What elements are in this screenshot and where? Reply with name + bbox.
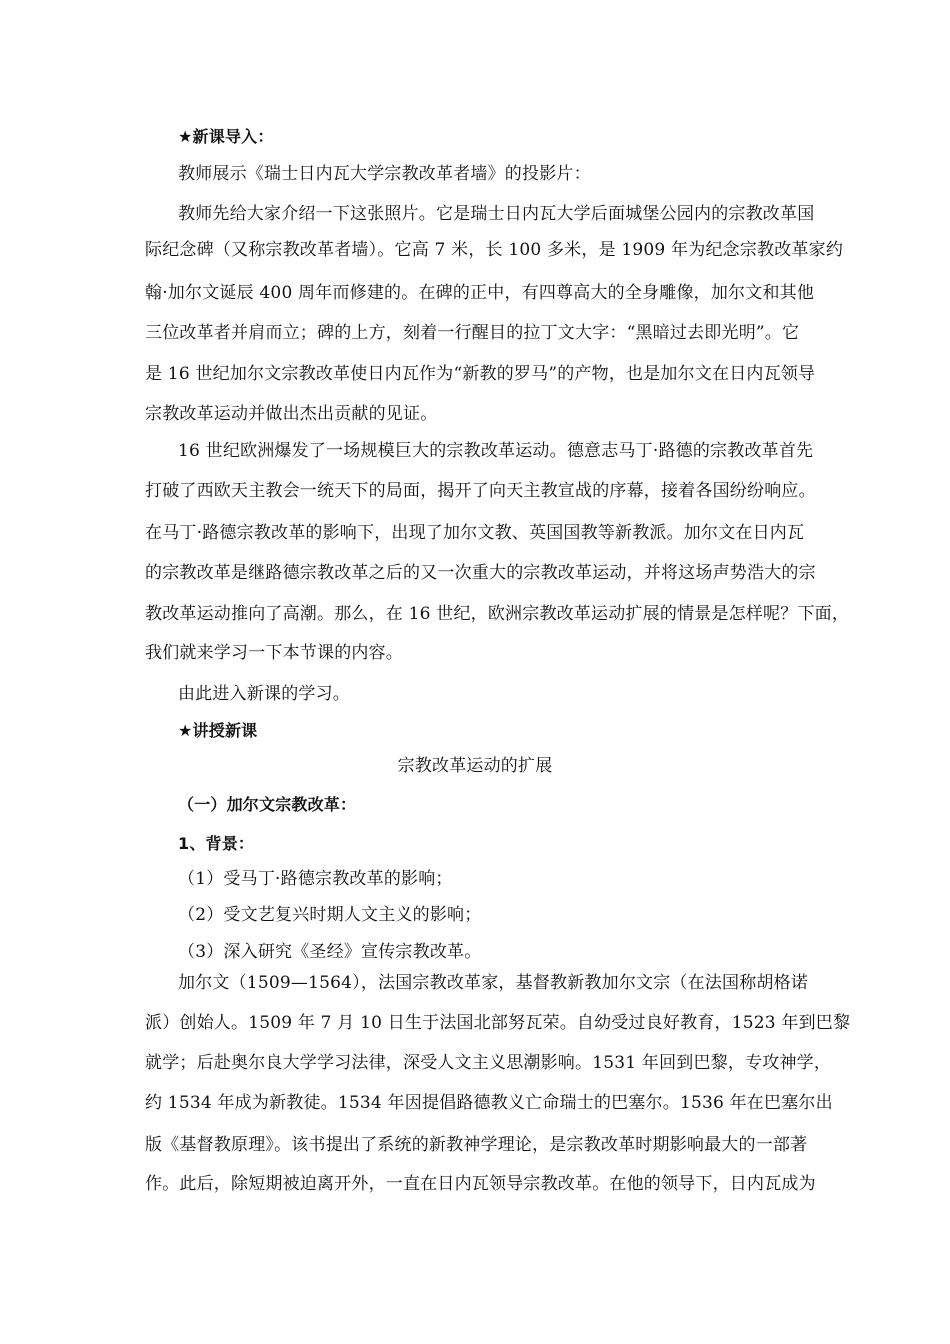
section-heading-teach: ★讲授新课 bbox=[178, 721, 258, 740]
intro-paragraph-3-line: 我们就来学习一下本节课的内容。 bbox=[145, 643, 403, 663]
calvin-paragraph-line: 版《基督教原理》。该书提出了系统的新教神学理论，是宗教改革时期影响最大的一部著 bbox=[145, 1135, 808, 1155]
intro-paragraph-2-line: 际纪念碑（又称宗教改革者墙）。它高 7 米，长 100 多米，是 1909 年为纪念宗教改革家约 bbox=[145, 240, 844, 260]
subsection-heading: （一）加尔文宗教改革： bbox=[178, 795, 357, 814]
calvin-paragraph-line: 就学；后赴奥尔良大学学习法律，深受人文主义思潮影响。1531 年回到巴黎，专攻神学， bbox=[145, 1053, 832, 1073]
intro-paragraph-3-line: 教改革运动推向了高潮。那么，在 16 世纪，欧洲宗教改革运动扩展的情景是怎样呢？下面， bbox=[145, 604, 850, 624]
intro-paragraph-3-line: 打破了西欧天主教会一统天下的局面，揭开了向天主教宣战的序幕，接着各国纷纷响应。 bbox=[145, 481, 816, 501]
background-item: （1）受马丁·路德宗教改革的影响； bbox=[178, 869, 453, 889]
intro-paragraph-3-line: 16 世纪欧洲爆发了一场规模巨大的宗教改革运动。德意志马丁·路德的宗教改革首先 bbox=[178, 441, 814, 461]
background-item: （3）深入研究《圣经》宣传宗教改革。 bbox=[178, 942, 482, 962]
intro-paragraph-2-line: 宗教改革运动并做出杰出贡献的见证。 bbox=[145, 404, 438, 424]
calvin-paragraph-line: 作。此后，除短期被迫离开外，一直在日内瓦领导宗教改革。在他的领导下，日内瓦成为 bbox=[145, 1174, 816, 1194]
calvin-paragraph-line: 约 1534 年成为新教徒。1534 年因提倡路德教义亡命瑞士的巴塞尔。1536 年在巴塞尔出 bbox=[145, 1093, 833, 1113]
intro-paragraph-1: 教师展示《瑞士日内瓦大学宗教改革者墙》的投影片： bbox=[178, 164, 591, 184]
intro-paragraph-4: 由此进入新课的学习。 bbox=[178, 684, 350, 704]
intro-paragraph-3-line: 在马丁·路德宗教改革的影响下，出现了加尔文教、英国国教等新教派。加尔文在日内瓦 bbox=[145, 523, 805, 543]
intro-paragraph-2-line: 三位改革者并肩而立；碑的上方，刻着一行醒目的拉丁文大字：“黑暗过去即光明”。它 bbox=[145, 323, 800, 343]
lesson-title: 宗教改革运动的扩展 bbox=[397, 756, 553, 776]
intro-paragraph-2-line: 翰·加尔文诞辰 400 周年而修建的。在碑的正中，有四尊高大的全身雕像，加尔文和其他 bbox=[145, 283, 815, 303]
section-heading-intro: ★新课导入： bbox=[178, 127, 274, 146]
intro-paragraph-3-line: 的宗教改革是继路德宗教改革之后的又一次重大的宗教改革运动，并将这场声势浩大的宗 bbox=[145, 563, 816, 583]
background-item: （2）受文艺复兴时期人文主义的影响； bbox=[178, 905, 482, 925]
intro-paragraph-2-line: 是 16 世纪加尔文宗教改革使日内瓦作为“新教的罗马”的产物，也是加尔文在日内瓦领导 bbox=[145, 364, 816, 384]
calvin-paragraph-line: 派）创始人。1509 年 7 月 10 日生于法国北部努瓦荣。自幼受过良好教育，1523 年到巴黎 bbox=[145, 1013, 851, 1033]
calvin-paragraph-line: 加尔文（1509—1564），法国宗教改革家，基督教新教加尔文宗（在法国称胡格诺 bbox=[178, 973, 809, 993]
background-heading: 1、背景： bbox=[178, 834, 255, 853]
intro-paragraph-2-line: 教师先给大家介绍一下这张照片。它是瑞士日内瓦大学后面城堡公园内的宗教改革国 bbox=[178, 204, 815, 224]
